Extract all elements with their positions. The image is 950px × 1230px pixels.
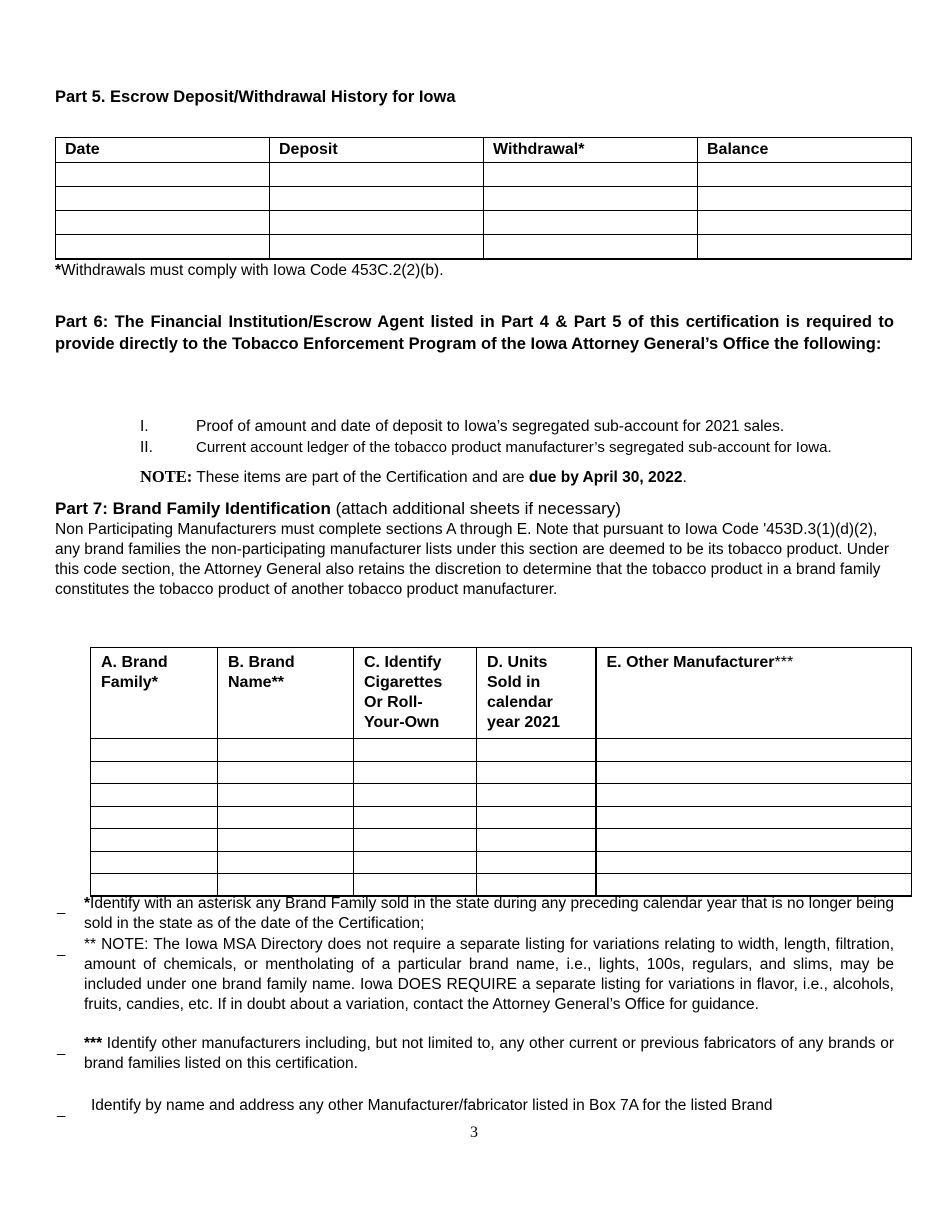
footnote-identify: Identify by name and address any other Manufacturer/fabricator listed in Box 7A for the listed Brand [91, 1097, 773, 1114]
table-row [91, 761, 912, 784]
table-header-row [91, 648, 912, 739]
table-row [56, 187, 912, 211]
table-cell[interactable] [354, 761, 477, 784]
note-due-date: due by April 30, 2022 [528, 469, 683, 486]
table-cell[interactable] [56, 187, 270, 211]
brand-family-table [90, 647, 912, 897]
table-cell[interactable] [354, 829, 477, 852]
table-cell[interactable] [698, 211, 912, 235]
part7-heading-rest: (attach additional sheets if necessary) [335, 499, 621, 518]
footnote-bullet: _ [57, 1101, 66, 1118]
table-row [91, 829, 912, 852]
table-cell[interactable] [91, 761, 218, 784]
table-cell[interactable] [596, 806, 912, 829]
list-item-number: I. [140, 418, 149, 435]
table-cell[interactable] [270, 163, 484, 187]
table-cell[interactable] [218, 784, 354, 807]
table-row [91, 851, 912, 874]
table-cell[interactable] [91, 739, 218, 762]
table-cell[interactable] [354, 874, 477, 897]
column-other-manufacturer: E. Other Manufacturer*** [596, 648, 912, 739]
table-cell[interactable] [698, 163, 912, 187]
table-cell[interactable] [477, 874, 596, 897]
table-cell[interactable] [354, 784, 477, 807]
part7-heading-bold: Part 7: Brand Family Identification [55, 499, 331, 518]
footnote-text: Withdrawals must comply with Iowa Code 453C.2(2)(b). [61, 262, 444, 279]
table-row [91, 874, 912, 897]
table-row [56, 211, 912, 235]
column-brand-name: B. Brand Name** [218, 648, 354, 739]
table-row [91, 784, 912, 807]
table-cell[interactable] [91, 829, 218, 852]
column-cigarettes-or-ryo: C. Identify Cigarettes Or Roll- Your-Own [354, 648, 477, 739]
table-cell[interactable] [477, 784, 596, 807]
table-cell[interactable] [56, 211, 270, 235]
part7-intro: Non Participating Manufacturers must complete sections A through E. Note that pursuant to Iowa Code '453D.3(1)(d)(2), any brand families the non-participating manufacturer lists under this section are deemed to be its tobacco product. Under this code section, the Attorney General also retains the discretion to determine that the tobacco product in a brand family constitutes the tobacco product of another tobacco product manufacturer. [55, 521, 890, 598]
column-withdrawal: Withdrawal* [484, 138, 698, 163]
table-cell[interactable] [484, 235, 698, 259]
table-row [91, 739, 912, 762]
table-cell[interactable] [218, 874, 354, 897]
table-cell[interactable] [484, 163, 698, 187]
part5-heading: Part 5. Escrow Deposit/Withdrawal History for Iowa [55, 88, 456, 106]
table-cell[interactable] [698, 187, 912, 211]
note-label: NOTE: [140, 467, 193, 486]
part7-heading [55, 499, 621, 519]
footnote-brand-family: *Identify with an asterisk any Brand Family sold in the state during any preceding calendar year that is no longer being sold in the state as of the date of the Certification; [84, 895, 894, 932]
table-cell[interactable] [91, 784, 218, 807]
list-item-number: II. [140, 439, 153, 456]
footnote-brand-name: ** NOTE: The Iowa MSA Directory does not require a separate listing for variations relating to width, length, filtration, amount of chemicals, or mentholating of a particular brand name, i.e., lights, 100s, regulars, and slims, may be included under one brand family name. Iowa DOES REQUIRE a separate listing for variations in flavor, i.e., alcohols, fruits, candies, etc. If in doubt about a variation, contact the Attorney General’s Office for guidance. [84, 936, 894, 1013]
table-cell[interactable] [596, 739, 912, 762]
table-cell[interactable] [596, 829, 912, 852]
table-cell[interactable] [218, 761, 354, 784]
table-cell[interactable] [218, 739, 354, 762]
table-cell[interactable] [354, 851, 477, 874]
table-cell[interactable] [354, 739, 477, 762]
table-cell[interactable] [270, 187, 484, 211]
note-end: . [682, 469, 687, 486]
table-cell[interactable] [698, 235, 912, 259]
column-units-sold: D. Units Sold in calendar year 2021 [477, 648, 596, 739]
part6-heading: Part 6: The Financial Institution/Escrow Agent listed in Part 4 & Part 5 of this certification is required to provide directly to the Tobacco Enforcement Program of the Iowa Attorney General’s Office the following: [55, 313, 894, 353]
table-cell[interactable] [484, 187, 698, 211]
list-item-text: Proof of amount and date of deposit to Iowa’s segregated sub-account for 2021 sales. [196, 418, 785, 435]
table-cell[interactable] [91, 806, 218, 829]
table-cell[interactable] [218, 829, 354, 852]
note-text: These items are part of the Certification and are [196, 469, 525, 486]
table-cell[interactable] [596, 851, 912, 874]
table-cell[interactable] [270, 235, 484, 259]
footnote-star: * [55, 262, 62, 279]
table-cell[interactable] [56, 163, 270, 187]
column-brand-family: A. Brand Family* [91, 648, 218, 739]
part5-footnote [55, 262, 444, 280]
page-number: 3 [470, 1124, 478, 1141]
escrow-history-table [55, 137, 912, 260]
table-cell[interactable] [270, 211, 484, 235]
table-row [56, 163, 912, 187]
table-cell[interactable] [91, 874, 218, 897]
table-row [91, 806, 912, 829]
footnote-bullet: _ [57, 898, 66, 915]
part6-note [140, 467, 687, 487]
list-item-text: Current account ledger of the tobacco product manufacturer’s segregated sub-account for Iowa. [196, 439, 832, 456]
table-row [56, 235, 912, 259]
footnote-other-manufacturer: *** Identify other manufacturers including, but not limited to, any other current or previous fabricators of any brands or brand families listed on this certification. [84, 1035, 894, 1072]
table-cell[interactable] [56, 235, 270, 259]
table-cell[interactable] [218, 806, 354, 829]
table-cell[interactable] [477, 806, 596, 829]
table-cell[interactable] [477, 739, 596, 762]
table-cell[interactable] [354, 806, 477, 829]
footnote-bullet: _ [57, 940, 66, 957]
table-cell[interactable] [596, 761, 912, 784]
table-header-row [56, 138, 912, 163]
table-cell[interactable] [477, 829, 596, 852]
column-balance: Balance [698, 138, 912, 163]
column-deposit: Deposit [270, 138, 484, 163]
table-cell[interactable] [477, 851, 596, 874]
column-date: Date [56, 138, 270, 163]
table-cell[interactable] [91, 851, 218, 874]
table-cell[interactable] [477, 761, 596, 784]
table-cell[interactable] [596, 784, 912, 807]
table-cell[interactable] [218, 851, 354, 874]
table-cell[interactable] [484, 211, 698, 235]
table-cell[interactable] [596, 874, 912, 897]
footnote-bullet: _ [57, 1039, 66, 1056]
